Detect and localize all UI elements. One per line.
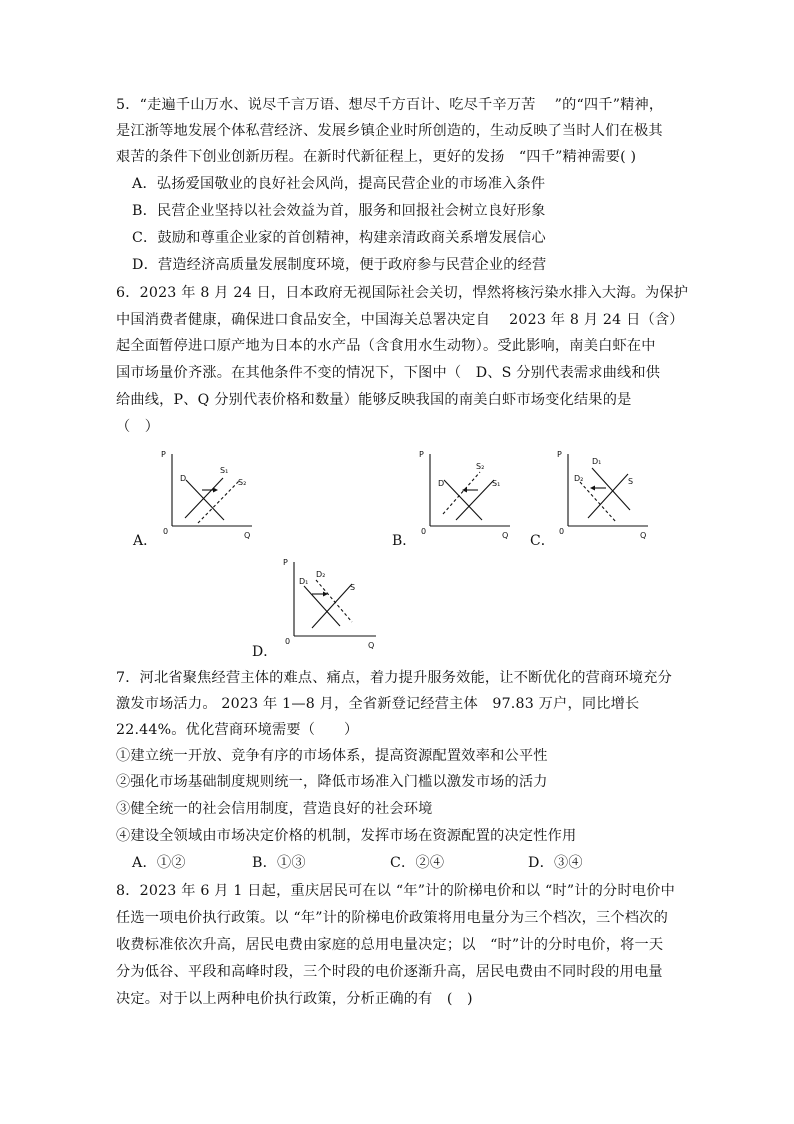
q5-option-d: D．营造经济高质量发展制度环境，便于政府参与民营企业的经营 (132, 257, 547, 273)
q5-stem-line-2: 是江浙等地发展个体私营经济、发展乡镇企业时所创造的，生动反映了当时人们在极其 (116, 123, 663, 139)
graph-a-s1-label: S₁ (220, 466, 229, 475)
q6-stem-line-1: 6．2023 年 8 月 24 日，日本政府无视国际社会关切，悍然将核污染水排入大海。为保护 (116, 285, 689, 301)
q8-stem-line-4: 分为低谷、平段和高峰时段，三个时段的电价逐渐升高，居民电费由不同时段的用电量 (116, 964, 663, 980)
graph-a-p-label: P (161, 450, 166, 459)
q7-statement-1: ①建立统一开放、竞争有序的市场体系，提高资源配置效率和公平性 (116, 748, 548, 764)
q7-statement-3: ③健全统一的社会信用制度，营造良好的社会环境 (116, 801, 433, 817)
q8-stem-line-3: 收费标准依次升高，居民电费由家庭的总用电量决定；以 “时”计的分时电价，将一天 (116, 937, 664, 953)
q6-stem-line-5: 给曲线，P、Q 分别代表价格和数量）能够反映我国的南美白虾市场变化结果的是 (116, 392, 632, 408)
graph-b-s1-label: S₁ (492, 479, 501, 488)
graph-a-q-label: Q (244, 531, 251, 540)
q7-option-c: C．②④ (390, 855, 445, 871)
q6-graph-a (160, 448, 256, 544)
graph-d-arrow-head (323, 592, 328, 597)
graph-d-supply-curve (312, 584, 352, 628)
graph-a-arrow-head (213, 488, 218, 493)
q7-option-d: D．③④ (528, 855, 583, 871)
q5-stem-line-1: 5．“走遍千山万水、说尽千言万语、想尽千方百计、吃尽千辛万苦 ”的“四千”精神， (116, 97, 664, 113)
q8-stem-line-2: 任选一项电价执行政策。以 “年”计的阶梯电价政策将用电量分为三个档次，三个档次的 (116, 910, 668, 926)
graph-b-supply-curve-s1 (456, 480, 494, 520)
q6-option-c-label: C． (530, 533, 555, 549)
q7-stem-line-1: 7．河北省聚焦经营主体的难点、痛点，着力提升服务效能，让不断优化的营商环境充分 (116, 670, 672, 686)
graph-a-demand-curve (186, 480, 224, 520)
q5-option-b: B．民营企业坚持以社会效益为首，服务和回报社会树立良好形象 (132, 203, 546, 219)
q7-option-a: A．①② (132, 855, 186, 871)
q7-option-b: B．①③ (252, 855, 306, 871)
graph-c-d1-label: D₁ (592, 457, 602, 466)
q6-stem-line-3: 起全面暂停进口原产地为日本的水产品（含食用水生动物）。受此影响，南美白虾在中 (116, 338, 656, 354)
q6-graph-d (282, 556, 378, 652)
graph-b-s2-label: S₂ (476, 462, 485, 471)
graph-a-supply-curve-s1 (185, 478, 223, 518)
graph-d-p-label: P (283, 558, 288, 567)
q7-stem-line-3: 22.44%。优化营商环境需要（ ） (116, 722, 359, 738)
graph-c-demand-curve-d1 (592, 468, 630, 510)
graph-c-q-label: Q (640, 531, 647, 540)
graph-a-supply-curve-s2 (198, 480, 240, 523)
graph-d-origin-label: 0 (285, 637, 291, 646)
graph-d-s-label: S (350, 583, 356, 592)
q5-option-c: C．鼓励和尊重企业家的首创精神，构建亲清政商关系增发展信心 (132, 230, 546, 246)
graph-c-p-label: P (557, 450, 562, 459)
q7-statement-4: ④建设全领域由市场决定价格的机制，发挥市场在资源配置的决定性作用 (116, 828, 577, 844)
graph-b-demand-curve (444, 480, 482, 520)
q6-option-d-label: D． (252, 644, 278, 660)
q6-option-a-label: A． (133, 533, 158, 549)
graph-d-q-label: Q (368, 641, 375, 650)
q6-stem-line-6: （ ） (116, 419, 160, 435)
graph-d-d2-label: D₂ (316, 570, 326, 579)
q8-stem-line-5: 决定。对于以上两种电价执行政策，分析正确的有 ( ) (116, 991, 473, 1007)
graph-b-p-label: P (419, 450, 424, 459)
q6-option-b-label: B． (392, 533, 417, 549)
q6-graph-b (418, 448, 514, 544)
graph-b-origin-label: 0 (421, 527, 427, 536)
graph-d-d1-label: D₁ (299, 577, 309, 586)
graph-b-q-label: Q (502, 531, 509, 540)
graph-a-s2-label: S₂ (238, 478, 247, 487)
graph-c-supply-curve (588, 474, 628, 518)
q6-stem-line-2: 中国消费者健康，确保进口食品安全，中国海关总署决定自 2023 年 8 月 24 日（含） (116, 312, 684, 328)
q6-stem-line-4: 国市场量价齐涨。在其他条件不变的情况下，下图中（ D、S 分别代表需求曲线和供 (116, 365, 661, 381)
graph-b-d-label: D (438, 479, 445, 488)
q6-graph-c (556, 448, 652, 544)
graph-d-demand-curve-d2 (316, 580, 352, 622)
q5-stem-line-3: 艰苦的条件下创业创新历程。在新时代新征程上，更好的发扬 “四千”精神需要( ) (116, 149, 637, 165)
q5-option-a: A．弘扬爱国敬业的良好社会风尚，提高民营企业的市场准入条件 (132, 176, 546, 192)
q7-stem-line-2: 激发市场活力。 2023 年 1—8 月，全省新登记经营主体 97.83 万户，同比增长 (116, 696, 640, 712)
graph-c-origin-label: 0 (559, 527, 565, 536)
graph-c-s-label: S (628, 477, 634, 486)
q7-statement-2: ②强化市场基础制度规则统一，降低市场准入门槛以激发市场的活力 (116, 774, 548, 790)
graph-c-d2-label: D₂ (574, 474, 584, 483)
graph-a-d-label: D (180, 474, 187, 483)
graph-a-origin-label: 0 (163, 527, 169, 536)
graph-d-demand-curve-d1 (304, 586, 340, 626)
q8-stem-line-1: 8．2023 年 6 月 1 日起，重庆居民可在以 “年”计的阶梯电价和以 “时”计的分时电价中 (116, 883, 675, 899)
graph-c-arrow-head (590, 486, 595, 491)
graph-b-supply-curve-s2 (443, 472, 480, 514)
